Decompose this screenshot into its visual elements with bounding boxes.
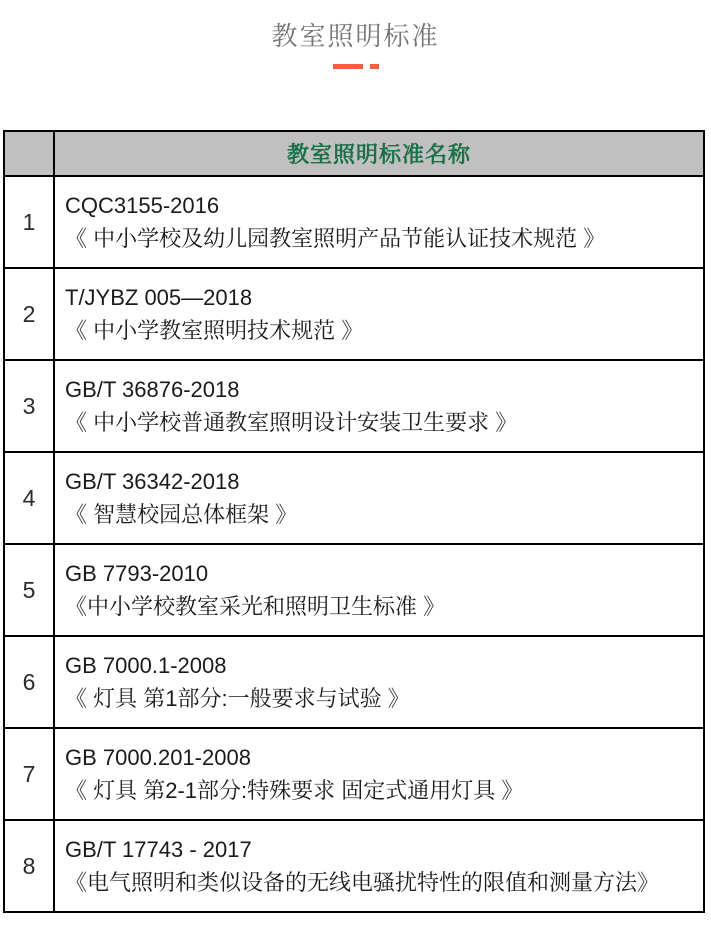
table-row [4,268,704,360]
standard-cell [54,452,704,544]
table-row [4,452,704,544]
standard-name: 《 中小学校普通教室照明设计安装卫生要求 》 [65,410,518,435]
table-header-row [4,131,704,176]
standard-code: GB 7000.1-2008 [65,653,227,678]
standard-name: 《电气照明和类似设备的无线电骚扰特性的限值和测量方法》 [65,870,660,895]
standard-name: 《中小学校教室采光和照明卫生标准 》 [65,594,446,619]
standard-code: GB 7000.201-2008 [65,745,251,770]
standard-cell [54,728,704,820]
table-row [4,820,704,912]
standard-cell [54,176,704,268]
row-number: 4 [4,452,54,544]
standard-code: GB/T 17743 - 2017 [65,837,252,862]
title-underline-decoration [0,64,711,69]
standard-code: CQC3155-2016 [65,193,220,218]
row-number: 6 [4,636,54,728]
table-row [4,728,704,820]
table-row [4,544,704,636]
standard-name: 《 灯具 第1部分:一般要求与试验 》 [65,686,410,711]
row-number: 5 [4,544,54,636]
page-title: 教室照明标准 [271,21,440,51]
row-number: 7 [4,728,54,820]
standard-name: 《 中小学教室照明技术规范 》 [65,318,364,343]
standard-cell [54,360,704,452]
row-number: 8 [4,820,54,912]
accent-dash-long [333,64,363,69]
table-row [4,360,704,452]
standard-code: GB/T 36342-2018 [65,469,240,494]
standard-code: GB/T 36876-2018 [65,377,240,402]
standard-name: 《 灯具 第2-1部分:特殊要求 固定式通用灯具 》 [65,778,524,803]
accent-dash-short [370,64,379,69]
table-row [4,176,704,268]
standard-cell [54,544,704,636]
row-number: 3 [4,360,54,452]
row-number: 1 [4,176,54,268]
standard-code: GB 7793-2010 [65,561,209,586]
standard-cell [54,820,704,912]
standard-cell [54,268,704,360]
table-row [4,636,704,728]
standards-table [3,130,705,913]
standard-cell [54,636,704,728]
table-header-title: 教室照明标准名称 [54,131,704,176]
standard-code: T/JYBZ 005—2018 [65,285,253,310]
row-number: 2 [4,268,54,360]
standard-name: 《 智慧校园总体框架 》 [65,502,298,527]
standard-name: 《 中小学校及幼儿园教室照明产品节能认证技术规范 》 [65,226,606,251]
table-corner-cell [4,131,54,176]
